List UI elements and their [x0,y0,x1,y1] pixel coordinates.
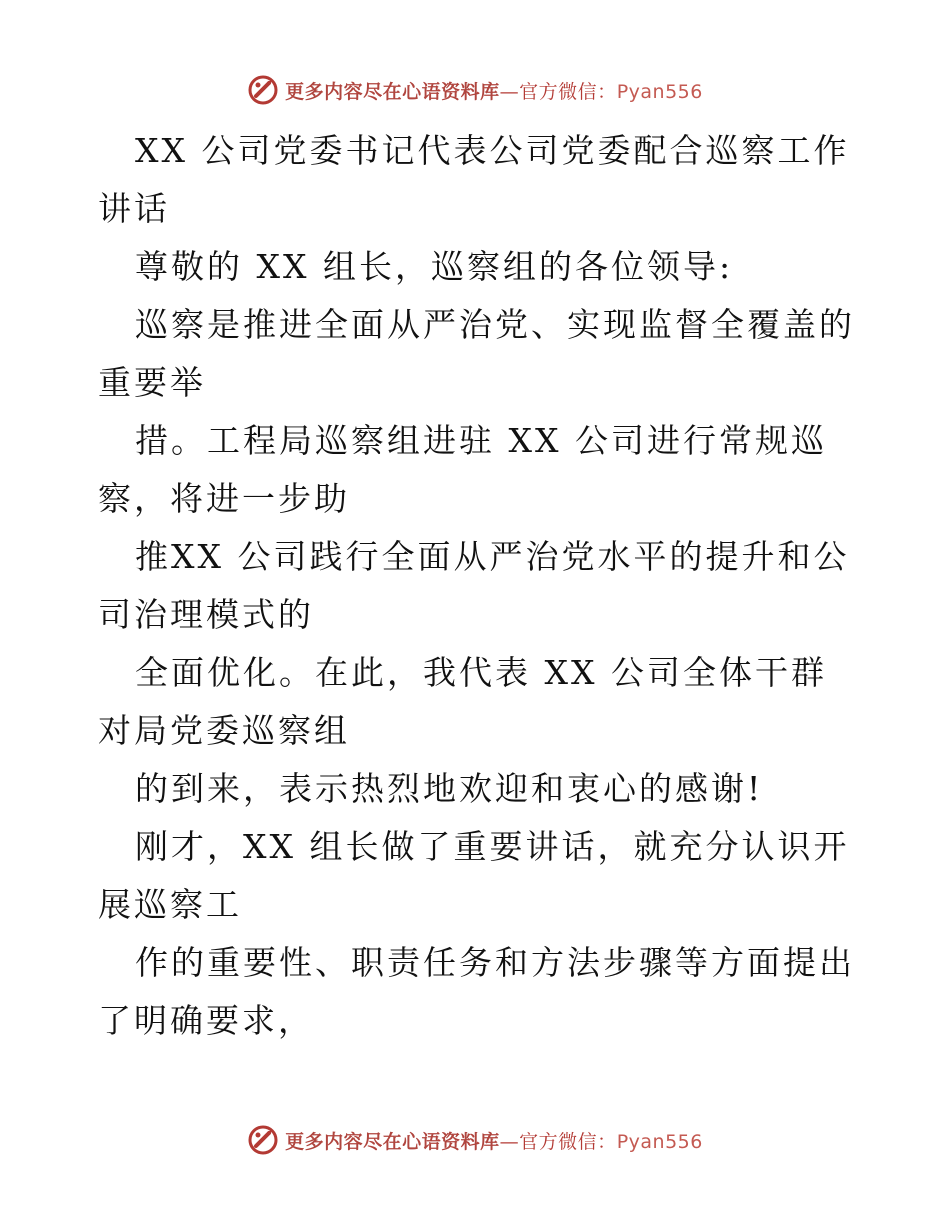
salutation: 尊敬的 XX 组长，巡察组的各位领导: [135,247,734,286]
watermark-site-text: 更多内容尽在心语资料库 [285,1130,500,1153]
watermark-dash: — [499,80,520,103]
seal-logo-icon [247,1124,279,1156]
body-paragraph: 巡察是推进全面从严治党、实现监督全覆盖的重要举 [98,305,855,402]
body-paragraph: 的到来，表示热烈地欢迎和衷心的感谢! [135,769,764,808]
watermark-dash: — [499,1130,520,1153]
body-paragraph: 全面优化。在此，我代表 XX 公司全体干群对局党委巡察组 [98,653,827,750]
watermark-contact-label: 官方微信： [519,1130,617,1153]
body-paragraph: 作的重要性、职责任务和方法步骤等方面提出了明确要求， [98,943,855,1040]
footer-watermark [0,1118,950,1162]
document-body [98,122,858,1050]
watermark-contact-id: Pyan556 [616,1130,703,1153]
body-paragraph: 推XX 公司践行全面从严治党水平的提升和公司治理模式的 [98,537,850,634]
body-paragraph: 措。工程局巡察组进驻 XX 公司进行常规巡察，将进一步助 [98,421,827,518]
header-watermark [0,68,950,112]
seal-logo-icon [247,74,279,106]
document-title: XX 公司党委书记代表公司党委配合巡察工作讲话 [98,131,850,228]
watermark-site-text: 更多内容尽在心语资料库 [285,80,500,103]
body-paragraph: 刚才，XX 组长做了重要讲话，就充分认识开展巡察工 [98,827,850,924]
watermark-contact-label: 官方微信： [519,80,617,103]
watermark-contact-id: Pyan556 [616,80,703,103]
